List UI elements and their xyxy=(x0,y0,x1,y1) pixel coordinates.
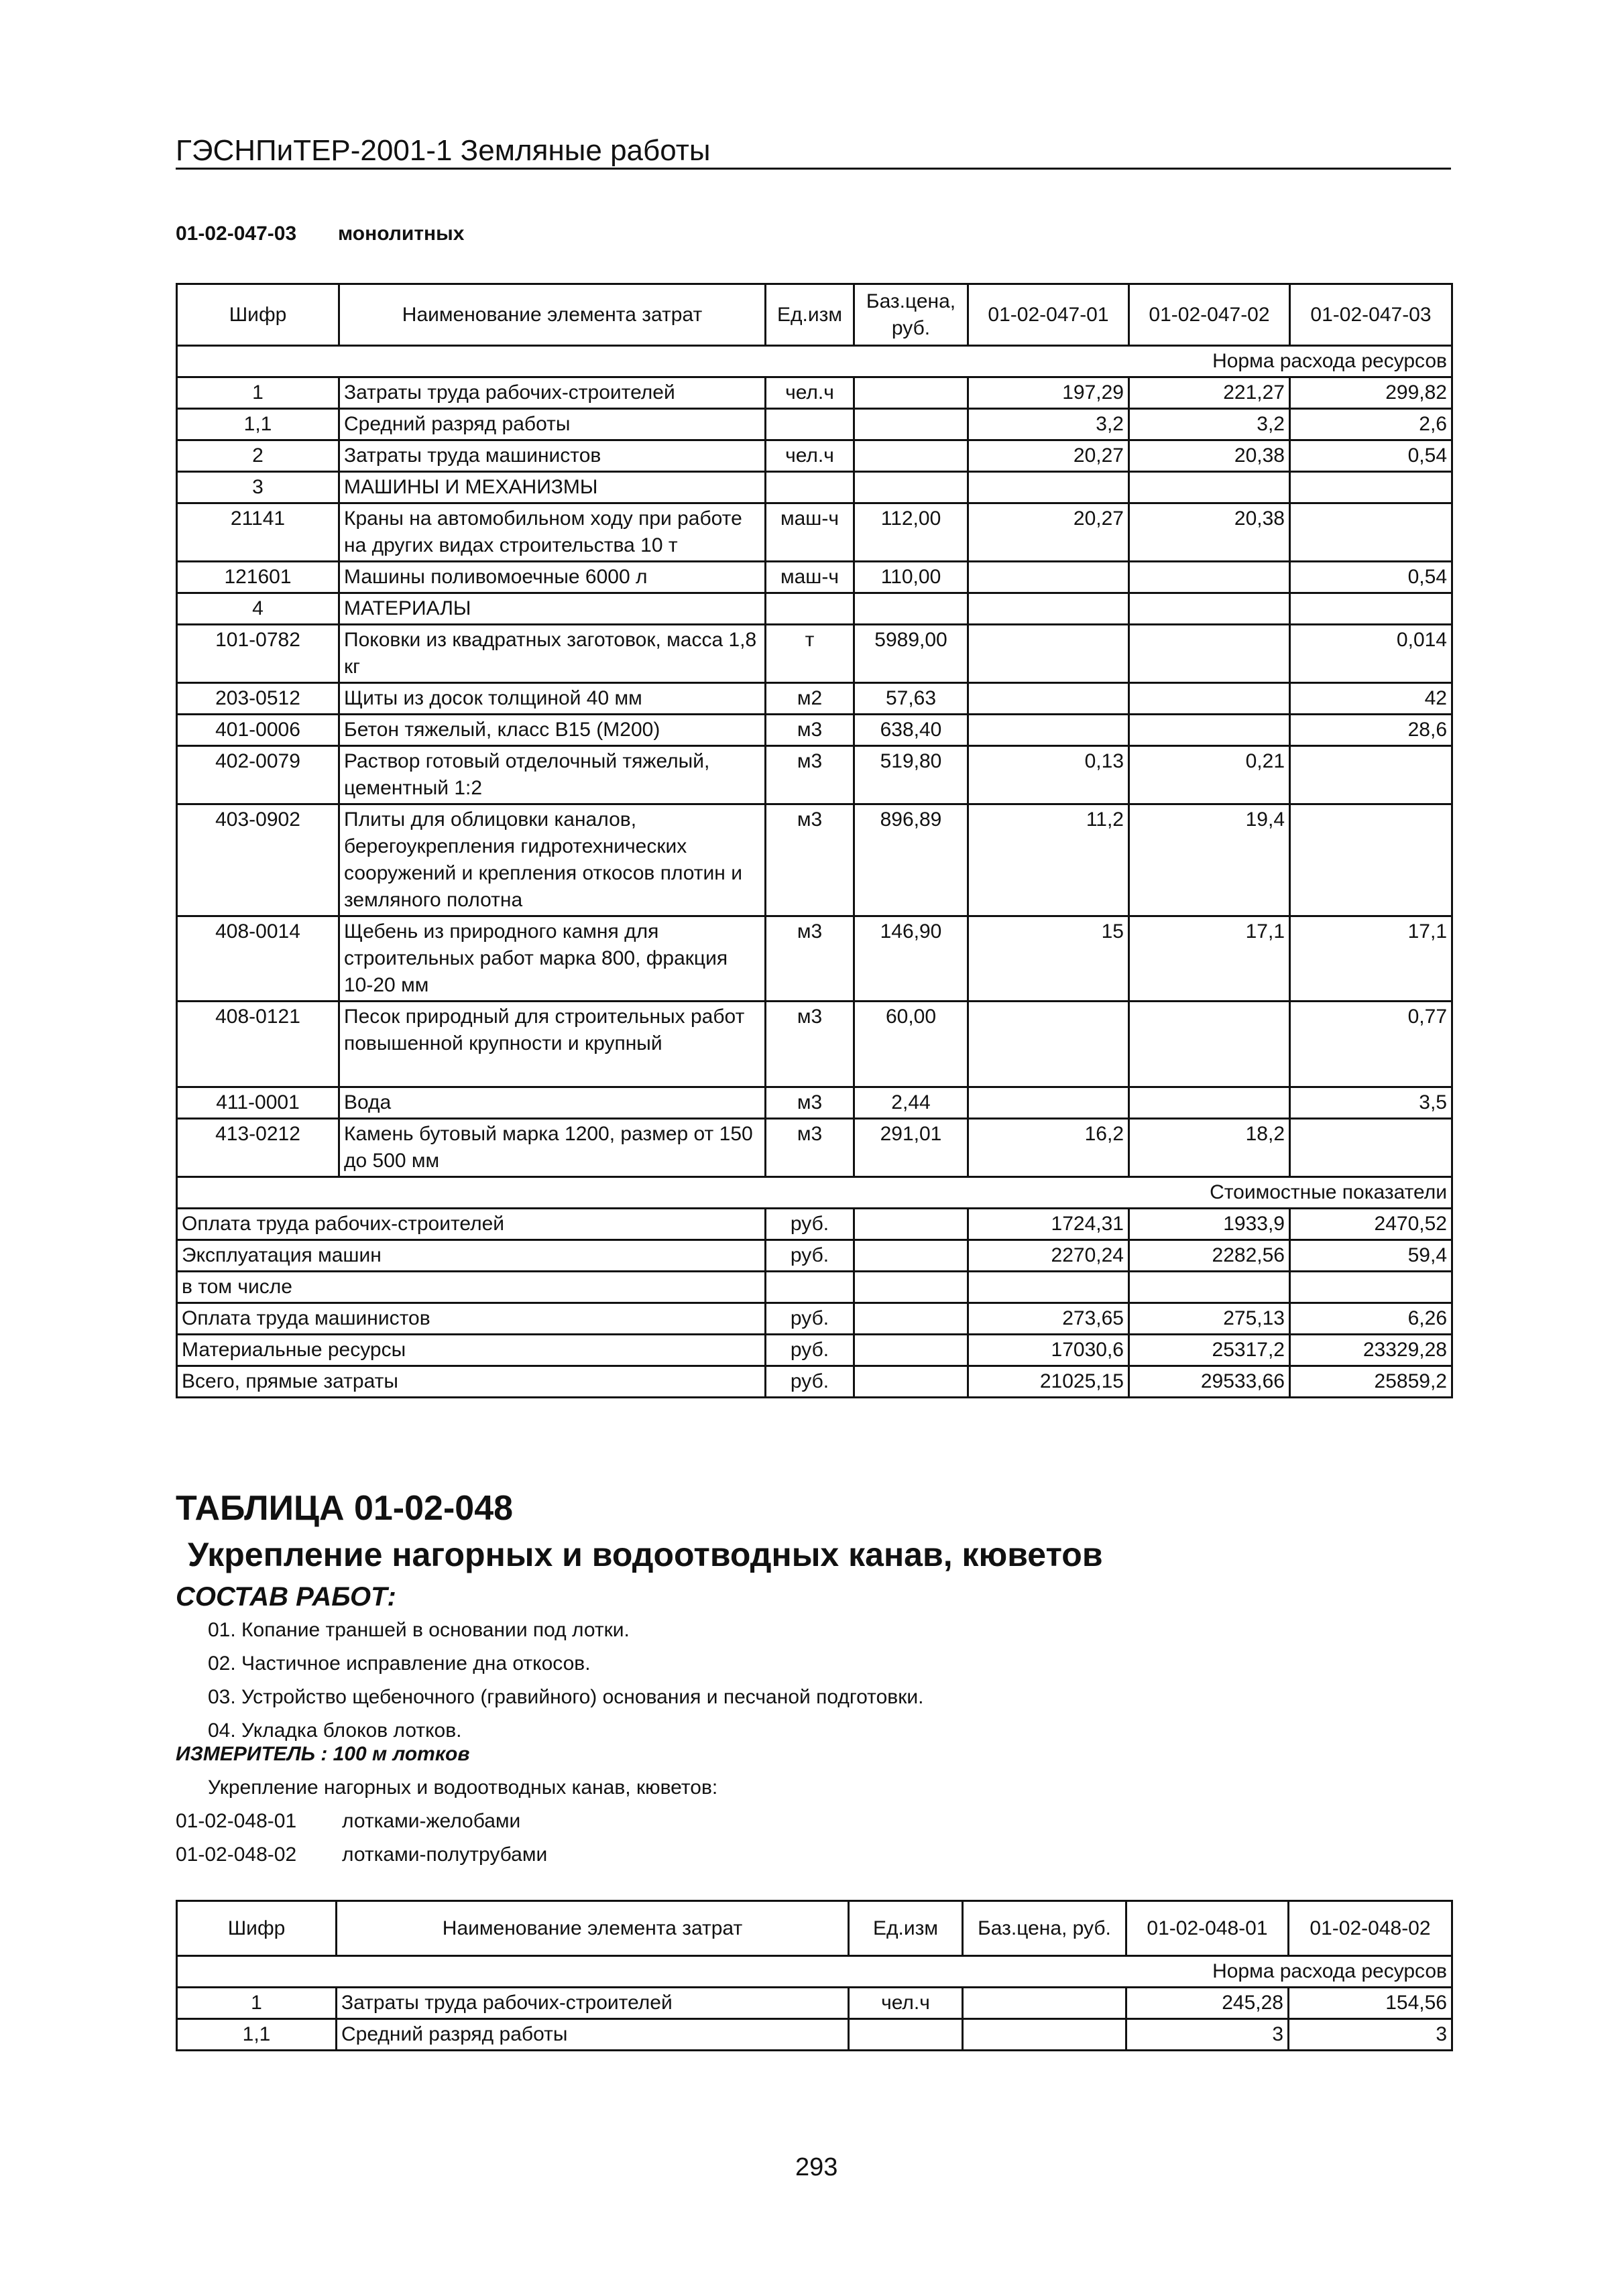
row-value-2: 3,2 xyxy=(1129,409,1290,440)
row-value-1: 3 xyxy=(1126,2019,1289,2051)
table-row xyxy=(177,1002,1452,1087)
row-unit: т xyxy=(766,625,854,683)
row-value-3: 0,014 xyxy=(1290,625,1452,683)
row-value-3: 0,54 xyxy=(1290,562,1452,593)
row-value-2: 0,21 xyxy=(1129,746,1290,804)
row-code: 1,1 xyxy=(177,409,339,440)
row-value-3: 42 xyxy=(1290,683,1452,715)
cost-name: Оплата труда рабочих-строителей xyxy=(177,1209,766,1240)
cost-unit: руб. xyxy=(766,1303,854,1335)
row-price: 110,00 xyxy=(854,562,968,593)
page-number: 293 xyxy=(795,2153,838,2181)
cost-name: Материальные ресурсы xyxy=(177,1335,766,1366)
table-header-row xyxy=(177,284,1452,346)
row-name: Поковки из квадратных заготовок, масса 1,8 кг xyxy=(339,625,766,683)
cost-value-3 xyxy=(1290,1272,1452,1303)
row-unit: м2 xyxy=(766,683,854,715)
row-unit: м3 xyxy=(766,715,854,746)
row-price: 291,01 xyxy=(854,1119,968,1177)
row-name: Средний разряд работы xyxy=(337,2019,849,2051)
cost-value-1: 21025,15 xyxy=(968,1366,1129,1398)
row-unit: маш-ч xyxy=(766,503,854,562)
row-code: 403-0902 xyxy=(177,804,339,916)
cost-row xyxy=(177,1335,1452,1366)
variant-text: лотками-желобами xyxy=(342,1810,521,1832)
table-row xyxy=(177,440,1452,472)
variant-text: монолитных xyxy=(338,223,465,245)
row-value-2: 20,38 xyxy=(1129,440,1290,472)
row-value-1 xyxy=(968,683,1129,715)
row-price: 57,63 xyxy=(854,683,968,715)
section-row xyxy=(177,472,1452,503)
cost-value-3: 25859,2 xyxy=(1290,1366,1452,1398)
row-price: 2,44 xyxy=(854,1087,968,1119)
row-name: Вода xyxy=(339,1087,766,1119)
row-price: 5989,00 xyxy=(854,625,968,683)
row-name: Затраты труда машинистов xyxy=(339,440,766,472)
table-row xyxy=(177,683,1452,715)
cost-unit xyxy=(766,1272,854,1303)
row-name: Машины поливомоечные 6000 л xyxy=(339,562,766,593)
row-name: Плиты для облицовки каналов, берегоукрепления гидротехнических сооружений и крепления откосов плотин и земляного полотна xyxy=(339,804,766,916)
row-unit: м3 xyxy=(766,1119,854,1177)
col-header-code: Шифр xyxy=(177,284,339,346)
cost-row xyxy=(177,1209,1452,1240)
work-item: 02. Частичное исправление дна откосов. xyxy=(208,1652,591,1675)
cost-value-3: 6,26 xyxy=(1290,1303,1452,1335)
variant-line xyxy=(176,1810,520,1833)
table-row xyxy=(177,715,1452,746)
row-value-3: 3,5 xyxy=(1290,1087,1452,1119)
row-unit: чел.ч xyxy=(766,440,854,472)
row-value-2: 221,27 xyxy=(1129,377,1290,409)
row-name: Бетон тяжелый, класс В15 (М200) xyxy=(339,715,766,746)
row-price: 638,40 xyxy=(854,715,968,746)
row-name: Камень бутовый марка 1200, размер от 150 до 500 мм xyxy=(339,1119,766,1177)
row-price: 519,80 xyxy=(854,746,968,804)
row-code: 411-0001 xyxy=(177,1087,339,1119)
table-row xyxy=(177,746,1452,804)
measure-description: Укрепление нагорных и водоотводных канав, кюветов: xyxy=(208,1776,718,1799)
variant-line xyxy=(176,1844,547,1866)
cost-name: Всего, прямые затраты xyxy=(177,1366,766,1398)
row-value-1: 0,13 xyxy=(968,746,1129,804)
row-value-1 xyxy=(968,1087,1129,1119)
row-unit: м3 xyxy=(766,1087,854,1119)
col-header-047-03: 01-02-047-03 xyxy=(1290,284,1452,346)
row-code: 402-0079 xyxy=(177,746,339,804)
row-price: 112,00 xyxy=(854,503,968,562)
row-value-2 xyxy=(1129,715,1290,746)
col-header-name: Наименование элемента затрат xyxy=(339,284,766,346)
row-value-2 xyxy=(1129,1087,1290,1119)
cost-value-1: 2270,24 xyxy=(968,1240,1129,1272)
row-code: 408-0014 xyxy=(177,916,339,1002)
row-value-2 xyxy=(1129,625,1290,683)
header-rule xyxy=(176,168,1451,170)
work-item: 04. Укладка блоков лотков. xyxy=(208,1719,462,1742)
table-title: ТАБЛИЦА 01-02-048 xyxy=(176,1489,514,1528)
variant-code: 01-02-048-01 xyxy=(176,1810,297,1832)
row-value-1: 11,2 xyxy=(968,804,1129,916)
table-row xyxy=(177,1988,1452,2019)
table-subtitle: Укрепление нагорных и водоотводных канав, кюветов xyxy=(188,1536,1103,1573)
row-value-1 xyxy=(968,562,1129,593)
row-name: Краны на автомобильном ходу при работе на других видах строительства 10 т xyxy=(339,503,766,562)
resource-table-047 xyxy=(176,283,1453,1398)
row-value-1: 20,27 xyxy=(968,503,1129,562)
table-row xyxy=(177,916,1452,1002)
col-header-code: Шифр xyxy=(177,1901,337,1956)
row-value-3: 2,6 xyxy=(1290,409,1452,440)
row-value-3: 299,82 xyxy=(1290,377,1452,409)
row-value-2: 17,1 xyxy=(1129,916,1290,1002)
cost-unit: руб. xyxy=(766,1209,854,1240)
row-price xyxy=(854,440,968,472)
row-code: 21141 xyxy=(177,503,339,562)
row-value-2: 19,4 xyxy=(1129,804,1290,916)
row-price xyxy=(854,409,968,440)
row-unit xyxy=(766,409,854,440)
row-unit: м3 xyxy=(766,746,854,804)
cost-value-2: 2282,56 xyxy=(1129,1240,1290,1272)
row-price: 60,00 xyxy=(854,1002,968,1087)
norm-band-row xyxy=(177,346,1452,377)
table-row xyxy=(177,409,1452,440)
col-header-047-02: 01-02-047-02 xyxy=(1129,284,1290,346)
col-header-unit: Ед.изм xyxy=(766,284,854,346)
row-value-3 xyxy=(1290,1119,1452,1177)
table-row xyxy=(177,562,1452,593)
variant-code: 01-02-047-03 xyxy=(176,223,297,245)
row-value-1 xyxy=(968,1002,1129,1087)
table-row xyxy=(177,804,1452,916)
work-composition-label: СОСТАВ РАБОТ: xyxy=(176,1582,396,1612)
row-value-3 xyxy=(1290,804,1452,916)
norm-band-row xyxy=(177,1956,1452,1988)
section-title: МАШИНЫ И МЕХАНИЗМЫ xyxy=(339,472,766,503)
col-header-048-02: 01-02-048-02 xyxy=(1289,1901,1452,1956)
row-code: 121601 xyxy=(177,562,339,593)
cost-value-2 xyxy=(1129,1272,1290,1303)
row-value-1: 3,2 xyxy=(968,409,1129,440)
row-name: Щиты из досок толщиной 40 мм xyxy=(339,683,766,715)
row-value-1 xyxy=(968,715,1129,746)
row-price xyxy=(963,2019,1126,2051)
col-header-price: Баз.цена, руб. xyxy=(963,1901,1126,1956)
row-unit: м3 xyxy=(766,804,854,916)
running-header: ГЭСНПиТЕР-2001-1 Земляные работы xyxy=(176,134,711,167)
cost-band-label: Стоимостные показатели xyxy=(177,1177,1452,1209)
row-value-3 xyxy=(1290,503,1452,562)
measure-unit: ИЗМЕРИТЕЛЬ : 100 м лотков xyxy=(176,1743,470,1765)
row-name: Затраты труда рабочих-строителей xyxy=(339,377,766,409)
row-value-1: 197,29 xyxy=(968,377,1129,409)
row-unit xyxy=(849,2019,963,2051)
row-name: Затраты труда рабочих-строителей xyxy=(337,1988,849,2019)
cost-name: Оплата труда машинистов xyxy=(177,1303,766,1335)
row-value-2 xyxy=(1129,562,1290,593)
cost-value-3: 59,4 xyxy=(1290,1240,1452,1272)
row-unit: маш-ч xyxy=(766,562,854,593)
col-header-price: Баз.цена, руб. xyxy=(854,284,968,346)
row-value-1: 15 xyxy=(968,916,1129,1002)
row-value-3: 0,77 xyxy=(1290,1002,1452,1087)
col-header-unit: Ед.изм xyxy=(849,1901,963,1956)
row-code: 2 xyxy=(177,440,339,472)
row-value-3 xyxy=(1290,746,1452,804)
cost-row xyxy=(177,1366,1452,1398)
work-item: 01. Копание траншей в основании под лотки. xyxy=(208,1619,630,1641)
variant-subheading xyxy=(176,223,464,245)
row-value-3: 28,6 xyxy=(1290,715,1452,746)
row-unit: м3 xyxy=(766,1002,854,1087)
cost-name: в том числе xyxy=(177,1272,766,1303)
row-name: Средний разряд работы xyxy=(339,409,766,440)
cost-row xyxy=(177,1240,1452,1272)
row-code: 3 xyxy=(177,472,339,503)
cost-value-2: 275,13 xyxy=(1129,1303,1290,1335)
table-row xyxy=(177,2019,1452,2051)
table-row xyxy=(177,1119,1452,1177)
row-price xyxy=(854,377,968,409)
table-header-row xyxy=(177,1901,1452,1956)
section-row xyxy=(177,593,1452,625)
cost-value-1: 273,65 xyxy=(968,1303,1129,1335)
row-value-2 xyxy=(1129,1002,1290,1087)
row-value-1: 20,27 xyxy=(968,440,1129,472)
variant-code: 01-02-048-02 xyxy=(176,1844,297,1866)
col-header-name: Наименование элемента затрат xyxy=(337,1901,849,1956)
table-row xyxy=(177,1087,1452,1119)
norm-band-label: Норма расхода ресурсов xyxy=(177,346,1452,377)
row-code: 413-0212 xyxy=(177,1119,339,1177)
row-value-1: 16,2 xyxy=(968,1119,1129,1177)
row-code: 203-0512 xyxy=(177,683,339,715)
row-unit: м3 xyxy=(766,916,854,1002)
cost-value-3: 2470,52 xyxy=(1290,1209,1452,1240)
row-name: Песок природный для строительных работ повышенной крупности и крупный xyxy=(339,1002,766,1087)
cost-value-3: 23329,28 xyxy=(1290,1335,1452,1366)
cost-value-2: 1933,9 xyxy=(1129,1209,1290,1240)
cost-unit: руб. xyxy=(766,1240,854,1272)
row-value-1: 245,28 xyxy=(1126,1988,1289,2019)
row-code: 1 xyxy=(177,1988,337,2019)
row-code: 1 xyxy=(177,377,339,409)
table-row xyxy=(177,625,1452,683)
row-code: 1,1 xyxy=(177,2019,337,2051)
cost-unit: руб. xyxy=(766,1335,854,1366)
row-code: 401-0006 xyxy=(177,715,339,746)
table-row xyxy=(177,377,1452,409)
cost-band-row xyxy=(177,1177,1452,1209)
row-code: 408-0121 xyxy=(177,1002,339,1087)
row-value-2: 20,38 xyxy=(1129,503,1290,562)
cost-value-1: 1724,31 xyxy=(968,1209,1129,1240)
row-name: Раствор готовый отделочный тяжелый, цементный 1:2 xyxy=(339,746,766,804)
resource-table-048 xyxy=(176,1900,1453,2051)
row-value-1 xyxy=(968,625,1129,683)
cost-value-2: 29533,66 xyxy=(1129,1366,1290,1398)
cost-row xyxy=(177,1303,1452,1335)
cost-value-2: 25317,2 xyxy=(1129,1335,1290,1366)
row-unit: чел.ч xyxy=(849,1988,963,2019)
section-title: МАТЕРИАЛЫ xyxy=(339,593,766,625)
row-name: Щебень из природного камня для строительных работ марка 800, фракция 10-20 мм xyxy=(339,916,766,1002)
norm-band-label: Норма расхода ресурсов xyxy=(177,1956,1452,1988)
table-row xyxy=(177,503,1452,562)
cost-value-1 xyxy=(968,1272,1129,1303)
cost-row xyxy=(177,1272,1452,1303)
row-price: 896,89 xyxy=(854,804,968,916)
row-unit: чел.ч xyxy=(766,377,854,409)
col-header-047-01: 01-02-047-01 xyxy=(968,284,1129,346)
col-header-048-01: 01-02-048-01 xyxy=(1126,1901,1289,1956)
row-value-3: 17,1 xyxy=(1290,916,1452,1002)
row-value-2: 18,2 xyxy=(1129,1119,1290,1177)
cost-name: Эксплуатация машин xyxy=(177,1240,766,1272)
cost-unit: руб. xyxy=(766,1366,854,1398)
cost-value-1: 17030,6 xyxy=(968,1335,1129,1366)
row-value-2: 154,56 xyxy=(1289,1988,1452,2019)
variant-text: лотками-полутрубами xyxy=(342,1844,548,1866)
row-price: 146,90 xyxy=(854,916,968,1002)
row-value-2: 3 xyxy=(1289,2019,1452,2051)
row-value-3: 0,54 xyxy=(1290,440,1452,472)
work-item: 03. Устройство щебеночного (гравийного) основания и песчаной подготовки. xyxy=(208,1686,924,1708)
row-value-2 xyxy=(1129,683,1290,715)
row-code: 4 xyxy=(177,593,339,625)
row-price xyxy=(963,1988,1126,2019)
row-code: 101-0782 xyxy=(177,625,339,683)
